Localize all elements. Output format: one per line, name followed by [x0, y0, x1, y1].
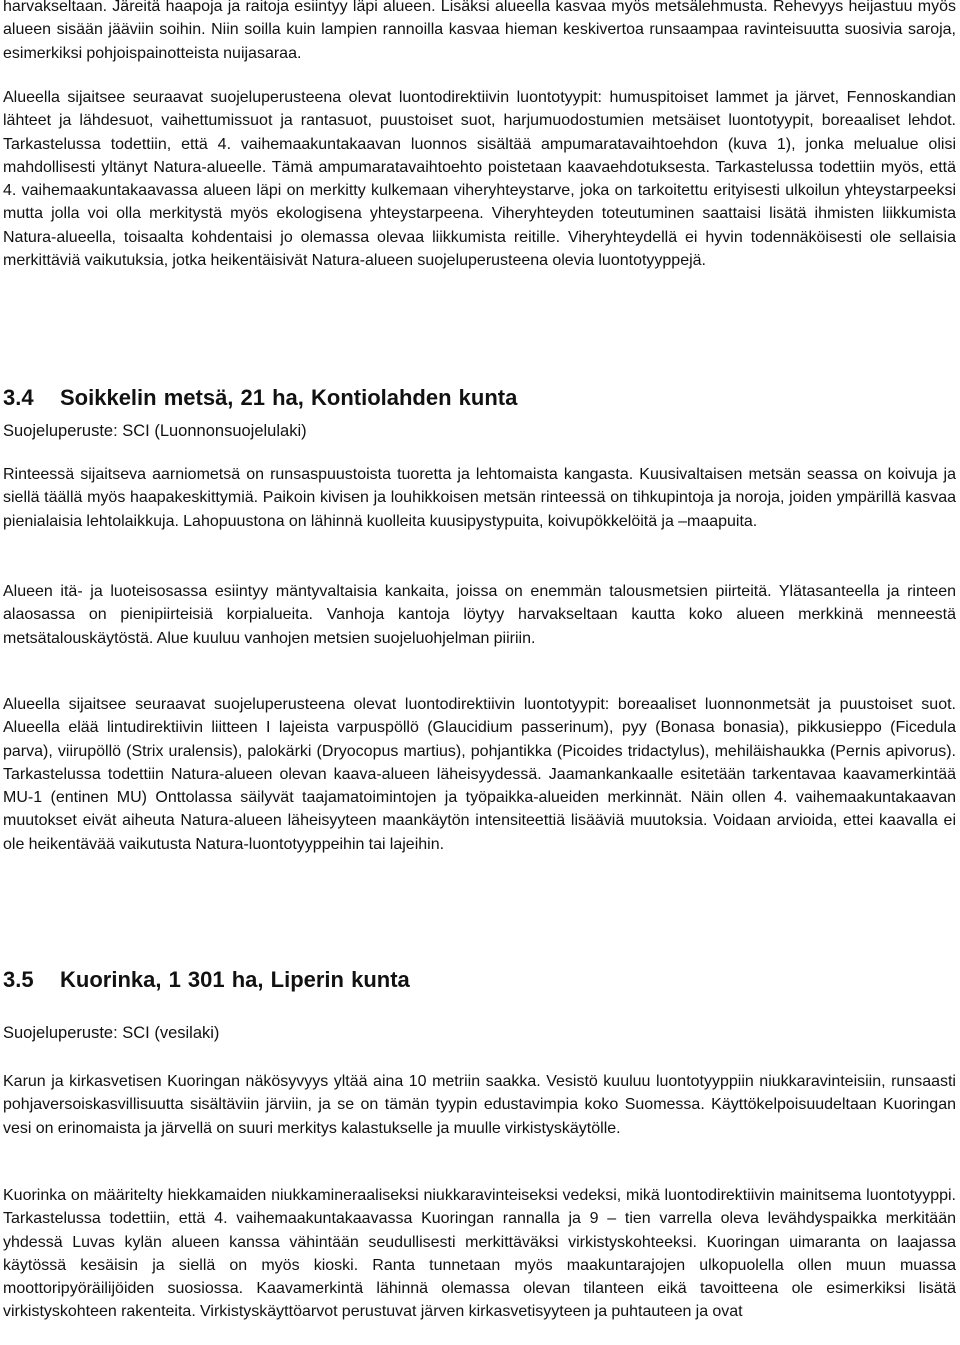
body-paragraph: Karun ja kirkasvetisen Kuoringan näkösyvyys yltää aina 10 metriin saakka. Vesistö kuuluu luontotyyppiin niukkaravinteisiin, runsaasti pohjaversoiskasvillisuutta sisältäviin järviin, ja se on tämän tyypin edustavimpia koko Suomessa. Käyttökelpoisuudeltaan Kuoringan vesi on erinomaista ja järvellä on suuri merkitys kalastukselle ja muulle virkistyskäytölle.	[3, 1073, 956, 1137]
section-number: 3.4	[3, 385, 34, 410]
section-heading	[3, 385, 956, 411]
protection-basis: Suojeluperuste: SCI (Luonnonsuojelulaki)	[3, 422, 307, 440]
section-title: Soikkelin metsä, 21 ha, Kontiolahden kunta	[60, 385, 518, 410]
section-title: Kuorinka, 1 301 ha, Liperin kunta	[60, 967, 410, 992]
section-number: 3.5	[3, 967, 34, 992]
body-paragraph: Alueella sijaitsee seuraavat suojeluperusteena olevat luontodirektiivin luontotyypit: humuspitoiset lammet ja järvet, Fennoskandian lähteet ja lähdesuot, vaihettumissuot ja rantasuot, puustoiset suot, harjumuodostumien metsäiset luontotyypit, boreaaliset lehdot. Tarkastelussa todettiin, että 4. vaihemaakuntakaavan luonnos sisältää ampumaratavaihtoehdon (kuva 1), jonka melualue olisi mahdollisesti yltänyt Natura-alueelle. Tämä ampumaratavaihtoehto poistetaan kaavaehdotuksesta. Tarkastelussa todettiin myös, että 4. vaihemaakuntakaavassa alueen läpi on merkitty kulkemaan viheryhteystarve, joka on tarkoitettu erityisesti ulkoilun yhteystarpeeksi mutta jolla voi olla merkitystä myös ekologisena yhteystarpeena. Viheryhteyden toteutuminen saattaisi lisätä ihmisten liikkumista Natura-alueella, toisaalta kohdentaisi jo olemassa olevaa liikkumista reitille. Viheryhteydellä ei hyvin todennäköisesti ole sellaisia merkittäviä vaikutuksia, jotka heikentäisivät Natura-alueen suojeluperusteena olevia luontotyyppejä.	[3, 89, 956, 270]
body-paragraph: harvakseltaan. Järeitä haapoja ja raitoja esiintyy läpi alueen. Lisäksi alueella kasvaa myös metsälehmusta. Rehevyys heijastuu myös alueen sisään jääviin soihin. Niin soilla kuin lampien rannoilla kasvaa hieman keskivertoa runsaampaa ravinteisuutta suosivia saroja, esimerkiksi pohjoispainotteista nuijasaraa.	[3, 0, 956, 62]
protection-basis: Suojeluperuste: SCI (vesilaki)	[3, 1024, 220, 1042]
body-paragraph: Alueella sijaitsee seuraavat suojeluperusteena olevat luontodirektiivin luontotyypit: boreaaliset luonnonmetsät ja puustoiset suot. Alueella elää lintudirektiivin liitteen I lajeista varpuspöllö (Glaucidium passerinum), pyy (Bonasa bonasia), pikkusieppo (Ficedula parva), viirupöllö (Strix uralensis), palokärki (Dryocopus martius), pohjantikka (Picoides tridactylus), mehiläishaukka (Pernis apivorus). Tarkastelussa todettiin Natura-alueen olevan kaava-alueen läheisyydessä. Jaamankankaalle esitetään tarkentavaa kaavamerkintää MU-1 (entinen MU) Onttolassa säilyvät taajamatoimintojen ja työpaikka-alueiden merkinnät. Näin ollen 4. vaihemaakuntakaavan muutokset eivät aiheuta Natura-alueen läheisyyteen maankäytön intensiteettiä lisääviä muutoksia. Voidaan arvioida, ettei kaavalla ei ole heikentävää vaikutusta Natura-luontotyyppeihin tai lajeihin.	[3, 696, 956, 853]
section-heading	[3, 967, 956, 993]
body-paragraph: Kuorinka on määritelty hiekkamaiden niukkamineraaliseksi niukkaravinteiseksi vedeksi, mikä luontodirektiivin mainitsema luontotyyppi. Tarkastelussa todettiin, että 4. vaihemaakuntakaavassa Kuoringan rannalla ja 9 – tien varrella oleva levähdyspaikka merkitään yhdessä Luvas kylän alueen kanssa vähintään seudullisesti merkittäväksi virkistyskohteeksi. Kuoringan uimaranta on laajassa käytössä kesäisin ja siellä on myös kioski. Ranta tunnetaan myös maakuntarajojen ulkopuolella ollen muun muassa moottoripyöräilijöiden suosiossa. Kaavamerkintä lähinnä olemassa olevan tilanteen eikä tavoitteena ole esimerkiksi lisätä virkistyskohteen rakenteita. Virkistyskäyttöarvot perustuvat järven kirkasvetisyyteen ja puhtauteen ja ovat	[3, 1187, 956, 1321]
body-paragraph: Alueen itä- ja luoteisosassa esiintyy mäntyvaltaisia kankaita, joissa on enemmän talousmetsien piirteitä. Ylätasanteella ja rinteen alaosassa on pienipiirteisiä korpialueita. Vanhoja kantoja löytyy harvakseltaan kautta koko alueen merkkinä menneestä metsätalouskäytöstä. Alue kuuluu vanhojen metsien suojeluohjelman piiriin.	[3, 583, 956, 647]
body-paragraph: Rinteessä sijaitseva aarniometsä on runsaspuustoista tuoretta ja lehtomaista kangasta. Kuusivaltaisen metsän seassa on koivuja ja siellä täällä myös haapakeskittymiä. Paikoin kivisen ja louhikkoisen metsän rinteessä on tihkupintoja ja noroja, joiden ympärillä kasvaa pienialaisia lehtolaikkuja. Lahopuustona on lähinnä kuolleita kuusipystypuita, koivupökkelöitä ja –maapuita.	[3, 466, 956, 530]
